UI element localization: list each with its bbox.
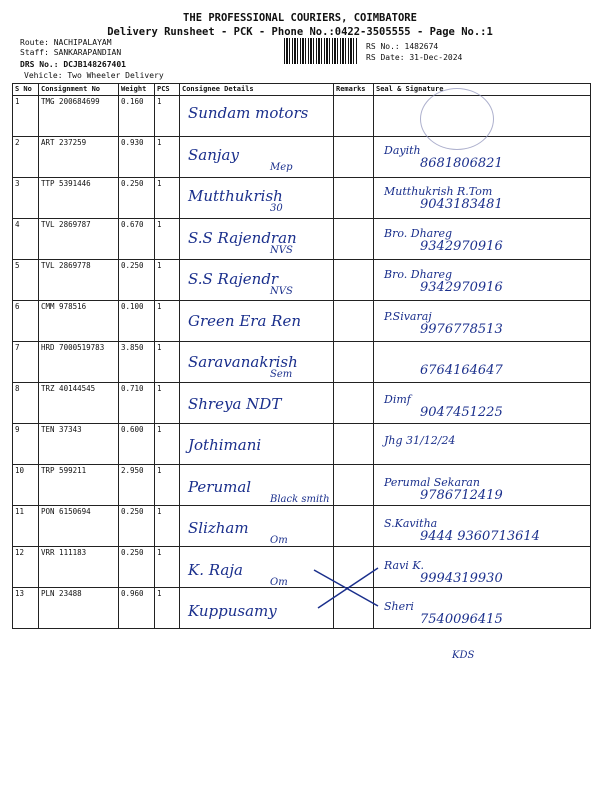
col-header-weight: Weight <box>119 84 155 96</box>
row-sno: 6 <box>13 301 39 342</box>
handwritten-consignee: Green Era Ren <box>188 311 301 330</box>
row-pcs: 1 <box>155 219 180 260</box>
row-consignment-no: TRZ 40144545 <box>39 383 119 424</box>
row-pcs: 1 <box>155 137 180 178</box>
row-pcs: 1 <box>155 465 180 506</box>
table-row <box>13 260 591 301</box>
handwritten-signature: Bro. Dhareg <box>384 226 453 240</box>
row-sno: 5 <box>13 260 39 301</box>
row-consignment-no: TVL 2869778 <box>39 260 119 301</box>
row-sno: 8 <box>13 383 39 424</box>
handwritten-phone: 9047451225 <box>420 404 503 420</box>
row-consignment-no: HRD 7000519783 <box>39 342 119 383</box>
row-remarks-cell <box>334 137 374 178</box>
row-remarks-cell <box>334 260 374 301</box>
row-sno: 12 <box>13 547 39 588</box>
handwritten-signature: Perumal Sekaran <box>384 475 480 489</box>
col-header-remarks: Remarks <box>334 84 374 96</box>
table-row <box>13 137 591 178</box>
handwritten-consignee: Sundam motors <box>188 104 309 122</box>
handwritten-signature: Sheri <box>384 600 414 613</box>
col-header-sno: S No <box>13 84 39 96</box>
handwritten-consignee-note: Black smith <box>270 493 330 505</box>
handwritten-phone: 9342970916 <box>420 280 503 295</box>
handwritten-consignee: S.S Rajendr <box>188 270 279 288</box>
row-remarks-cell <box>334 506 374 547</box>
row-consignment-no: TMG 200684699 <box>39 96 119 137</box>
row-remarks-cell <box>334 424 374 465</box>
row-sno: 9 <box>13 424 39 465</box>
handwritten-consignee-note: Sem <box>270 369 293 380</box>
handwritten-consignee: Perumal <box>188 477 252 496</box>
row-remarks-cell <box>334 178 374 219</box>
row-remarks-cell <box>334 96 374 137</box>
row-consignment-no: ART 237259 <box>39 137 119 178</box>
handwritten-phone: 9444 9360713614 <box>420 529 540 544</box>
handwritten-consignee-note: Om <box>270 576 288 588</box>
handwritten-consignee: S.S Rajendran <box>188 228 297 247</box>
row-weight: 0.250 <box>119 178 155 219</box>
row-weight: 0.930 <box>119 137 155 178</box>
table-row <box>13 342 591 383</box>
col-header-consignment: Consignment No <box>39 84 119 96</box>
row-weight: 0.250 <box>119 547 155 588</box>
handwritten-phone: 7540096415 <box>420 612 503 627</box>
handwritten-consignee: Shreya NDT <box>188 394 282 413</box>
row-sno: 7 <box>13 342 39 383</box>
vehicle-label: Vehicle: Two Wheeler Delivery <box>24 71 164 80</box>
col-header-signature: Seal & Signature <box>374 84 591 96</box>
row-weight: 0.250 <box>119 260 155 301</box>
row-pcs: 1 <box>155 506 180 547</box>
runsheet-table <box>12 83 591 629</box>
col-header-consignee: Consignee Details <box>180 84 334 96</box>
row-consignment-no: TVL 2869787 <box>39 219 119 260</box>
table-row <box>13 588 591 629</box>
row-remarks-cell <box>334 301 374 342</box>
row-sno: 11 <box>13 506 39 547</box>
row-pcs: 1 <box>155 424 180 465</box>
row-weight: 3.850 <box>119 342 155 383</box>
row-remarks-cell <box>334 219 374 260</box>
barcode <box>284 38 358 64</box>
row-consignment-no: TEN 37343 <box>39 424 119 465</box>
handwritten-consignee-note: Mep <box>270 161 293 173</box>
handwritten-consignee: Saravanakrish <box>188 353 298 371</box>
staff-label: Staff: SANKARAPANDIAN <box>20 48 122 57</box>
handwritten-consignee: Slizham <box>188 519 249 537</box>
handwritten-signature: S.Kavitha <box>384 517 438 530</box>
footer-initials: KDS <box>452 650 475 661</box>
handwritten-phone: 8681806821 <box>420 155 503 171</box>
table-row <box>13 383 591 424</box>
courier-stamp <box>420 88 494 150</box>
row-pcs: 1 <box>155 96 180 137</box>
rs-number: RS No.: 1482674 <box>366 42 439 51</box>
row-remarks-cell <box>334 383 374 424</box>
row-weight: 0.600 <box>119 424 155 465</box>
row-remarks-cell <box>334 465 374 506</box>
handwritten-consignee-note: NVS <box>270 244 293 256</box>
handwritten-consignee: Kuppusamy <box>188 602 277 620</box>
cross-mark <box>312 566 382 610</box>
table-row <box>13 178 591 219</box>
row-weight: 0.100 <box>119 301 155 342</box>
handwritten-consignee-note: Om <box>270 535 288 546</box>
row-weight: 2.950 <box>119 465 155 506</box>
handwritten-consignee: K. Raja <box>188 560 243 579</box>
row-pcs: 1 <box>155 178 180 219</box>
row-consignment-no: VRR 111183 <box>39 547 119 588</box>
row-consignment-no: CMM 978516 <box>39 301 119 342</box>
row-pcs: 1 <box>155 383 180 424</box>
row-sno: 2 <box>13 137 39 178</box>
row-consignment-no: PON 6150694 <box>39 506 119 547</box>
row-pcs: 1 <box>155 301 180 342</box>
handwritten-consignee: Sanjay <box>188 145 239 164</box>
row-pcs: 1 <box>155 342 180 383</box>
handwritten-consignee: Mutthukrish <box>188 187 283 205</box>
row-weight: 0.250 <box>119 506 155 547</box>
handwritten-signature: Bro. Dhareg <box>384 268 453 281</box>
handwritten-consignee: Jothimani <box>188 436 262 454</box>
table-row <box>13 301 591 342</box>
handwritten-phone: 6764164647 <box>420 363 503 378</box>
handwritten-phone: 9342970916 <box>420 238 503 254</box>
handwritten-signature: Dayith <box>384 143 421 157</box>
drs-label: DRS No.: DCJB148267401 <box>20 60 126 69</box>
rs-date: RS Date: 31-Dec-2024 <box>366 53 463 62</box>
table-row <box>13 424 591 465</box>
row-weight: 0.670 <box>119 219 155 260</box>
handwritten-consignee-note: NVS <box>270 286 293 297</box>
row-sno: 1 <box>13 96 39 137</box>
route-label: Route: NACHIPALAYAM <box>20 38 112 47</box>
handwritten-signature: P.Sivaraj <box>384 309 432 323</box>
handwritten-signature: Mutthukrish R.Tom <box>384 185 493 198</box>
handwritten-phone: 9043183481 <box>420 197 503 212</box>
row-pcs: 1 <box>155 588 180 629</box>
row-sno: 10 <box>13 465 39 506</box>
row-sno: 3 <box>13 178 39 219</box>
row-weight: 0.160 <box>119 96 155 137</box>
row-consignment-no: TTP 5391446 <box>39 178 119 219</box>
row-pcs: 1 <box>155 547 180 588</box>
handwritten-signature: Dimf <box>384 392 411 406</box>
row-weight: 0.960 <box>119 588 155 629</box>
handwritten-phone: 9994319930 <box>420 570 503 586</box>
row-weight: 0.710 <box>119 383 155 424</box>
row-sno: 4 <box>13 219 39 260</box>
table-row <box>13 547 591 588</box>
row-consignment-no: TRP 599211 <box>39 465 119 506</box>
sheet-title: THE PROFESSIONAL COURIERS, COIMBATORE <box>183 12 417 24</box>
sheet-subtitle: Delivery Runsheet - PCK - Phone No.:0422-3505555 - Page No.:1 <box>107 26 493 38</box>
handwritten-signature: Jhg 31/12/24 <box>384 434 456 447</box>
col-header-pcs: PCS <box>155 84 180 96</box>
handwritten-phone: 9786712419 <box>420 487 503 503</box>
table-row <box>13 219 591 260</box>
row-consignment-no: PLN 23488 <box>39 588 119 629</box>
handwritten-consignee-note: 30 <box>270 203 283 214</box>
row-remarks-cell <box>334 342 374 383</box>
handwritten-phone: 9976778513 <box>420 321 503 337</box>
handwritten-signature: Ravi K. <box>384 558 425 572</box>
table-header-row <box>13 84 591 96</box>
row-sno: 13 <box>13 588 39 629</box>
row-pcs: 1 <box>155 260 180 301</box>
